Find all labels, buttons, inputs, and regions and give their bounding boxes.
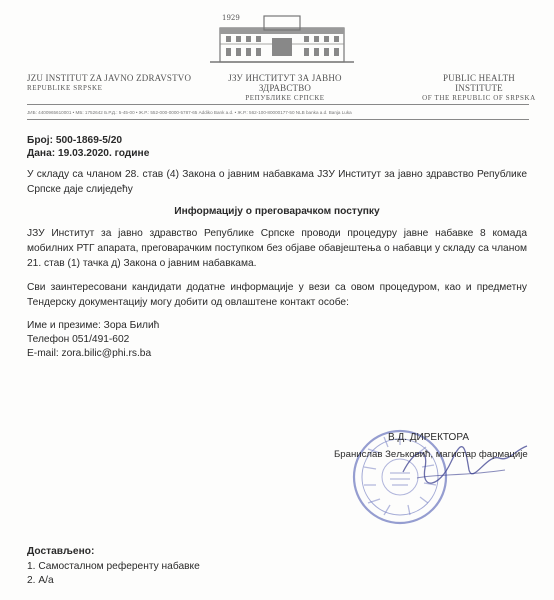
delivery-item: 1. Самосталном референту набавке [27, 561, 200, 572]
letterhead-cyrillic [210, 73, 360, 102]
procedure-paragraph: ЈЗУ Институт за јавно здравство Републике Српске проводи процедуру јавне набавке 8 комада мобилних РТГ апарата, преговарачким поступком без објаве обавјештења о набавци у складу са чланом 21. став (1) тачка д) Закона о јавним набавкама. [27, 228, 527, 269]
contact-name: Име и презиме: Зора Билић [27, 320, 160, 331]
intro-paragraph: У складу са чланом 28. став (4) Закона о јавним набавкама ЈЗУ Институт за јавно здравство Републике Српске даје слиједећу [27, 169, 527, 195]
letterhead-english [418, 73, 540, 102]
contact-intro-paragraph: Сви заинтересовани кандидати додатне информације у вези са овом процедуром, као и предметну Тендерску документацију могу добити од овлаштене контакт особе: [27, 282, 527, 308]
contact-email: E-mail: zora.bilic@phi.rs.ba [27, 348, 152, 359]
delivery-label: Достављено: [27, 546, 95, 557]
document-heading: Информацију о преговарачком поступку [174, 206, 380, 217]
letterhead-english-title: PUBLIC HEALTH INSTITUTE [442, 73, 516, 93]
letterhead-latin-subtitle: REPUBLIKE SRPSKE [27, 84, 103, 92]
letterhead-latin [27, 73, 191, 92]
delivery-item: 2. А/а [27, 575, 54, 586]
document-number: Број: 500-1869-5/20 [27, 135, 123, 146]
document-date: Дана: 19.03.2020. године [27, 148, 150, 159]
letterhead-cyrillic-subtitle: РЕПУБЛИКЕ СРПСКЕ [245, 94, 325, 102]
contact-phone: Телефон 051/491-602 [27, 334, 130, 345]
logo-year: 1929 [222, 14, 240, 22]
letterhead-cyrillic-title: ЈЗУ ИНСТИТУТ ЗА ЈАВНО ЗДРАВСТВО [228, 73, 342, 93]
letterhead-latin-title: JZU INSTITUT ZA JAVNO ZDRAVSTVO [27, 73, 192, 83]
signatory-title: В.Д. ДИРЕКТОРА [388, 432, 470, 443]
registration-line: ЈИБ: 4400965610001 • МБ: 1752642 Б.Р.Д.: 5-45-00 • Ж.Р.: 552-000-0000-5787-65 Addiko Bank a.d. • Ж.Р.: 562-100-80000177-50 NLB banka a.d. Banja Luka [27, 110, 352, 115]
letterhead-english-subtitle: OF THE REPUBLIC OF SRPSKA [422, 94, 536, 102]
signatory-name: Бранислав Зељковић, магистар фармације [334, 449, 528, 460]
header-divider-top [27, 104, 529, 105]
header-divider-bottom [27, 119, 529, 120]
